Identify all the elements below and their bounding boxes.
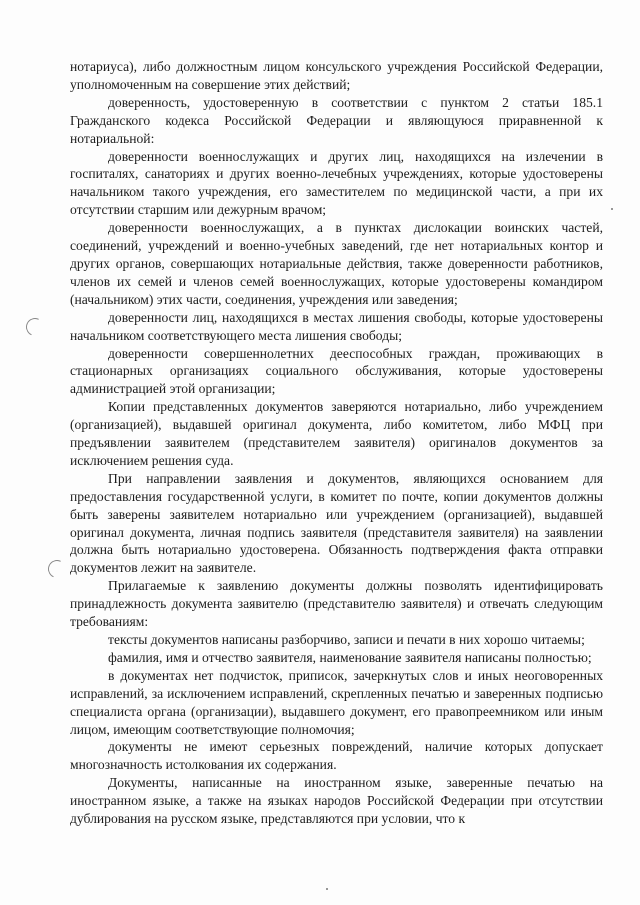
paragraph-power-of-attorney: доверенность, удостоверенную в соответствии с пунктом 2 статьи 185.1 Гражданского кодекса Российской Федерации и являющуюся приравненной к нотариальной:	[70, 94, 603, 146]
paragraph-postal-submission: При направлении заявления и документов, являющихся основанием для предоставления государственной услуги, в комитет по почте, копии документов должны быть заверены заявителем нотариально или учреждением (организацией), выдавшей оригинал документа, личная подпись заявителя (представителя заявителя) на заявлении должна быть нотариально удостоверена. Обязанность подтверждения факта отправки документов лежит на заявителе.	[70, 470, 603, 576]
paragraph-foreign-language: Документы, написанные на иностранном языке, заверенные печатью на иностранном языке, а также на языках народов Российской Федерации при отсутствии дублирования на русском языке, представляются при условии, что к	[70, 775, 603, 827]
paragraph-places-of-detention: доверенности лиц, находящихся в местах лишения свободы, которые удостоверены начальником соответствующего места лишения свободы;	[70, 309, 603, 343]
paragraph-copies-certification: Копии представленных документов заверяются нотариально, либо учреждением (организацией), выдавшей оригинал документа, либо комитетом, либо МФЦ при предъявлении заявителем (представителем заявителя) оригиналов документов за исключением решения суда.	[70, 399, 603, 468]
paragraph-social-service: доверенности совершеннолетних дееспособных граждан, проживающих в стационарных организациях социального обслуживания, которые удостоверены администрацией этой организации;	[70, 345, 603, 397]
scan-speck	[611, 208, 613, 210]
paragraph-requirement-full-name: фамилия, имя и отчество заявителя, наименование заявителя написаны полностью;	[108, 649, 592, 665]
paragraph-military-units: доверенности военнослужащих, а в пунктах дислокации воинских частей, соединений, учреждений и военно-учебных заведений, где нет нотариальных контор и других органов, совершающих нотариальные действия, также доверенности работников, членов их семей и членов семей военнослужащих, которые удостоверены командиром (начальником) этих части, соединения, учреждения или заведения;	[70, 220, 603, 307]
punch-hole-mark-top	[23, 315, 46, 338]
paragraph-requirement-legible: тексты документов написаны разборчиво, записи и печати в них хорошо читаемы;	[108, 632, 585, 647]
paragraph-requirement-no-damage: документы не имеют серьезных повреждений, наличие которых допускает многозначность истолкования их содержания.	[70, 739, 603, 773]
paragraph-military-hospital: доверенности военнослужащих и других лиц, находящихся на излечении в госпиталях, санаториях и других военно-лечебных учреждениях, которые удостоверены начальником такого учреждения, его заместителем по медицинской части, а при их отсутствии старшим или дежурным врачом;	[70, 148, 603, 218]
paragraph-requirements-intro: Прилагаемые к заявлению документы должны позволять идентифицировать принадлежность документа заявителю (представителю заявителя) и отвечать следующим требованиям:	[70, 578, 603, 630]
punch-hole-mark-bottom	[45, 557, 68, 580]
scan-speck	[326, 888, 328, 890]
paragraph-continuation: нотариуса), либо должностным лицом консульского учреждения Российской Федерации, уполномоченным на совершение этих действий;	[70, 59, 603, 92]
paragraph-requirement-no-corrections: в документах нет подчисток, приписок, зачеркнутых слов и иных неоговоренных исправлений, за исключением исправлений, скрепленных печатью и заверенных подписью специалиста органа (организации), выдавшего документ, его правопреемником или иным лицом, имеющим соответствующие полномочия;	[70, 667, 603, 737]
document-body	[70, 58, 603, 828]
